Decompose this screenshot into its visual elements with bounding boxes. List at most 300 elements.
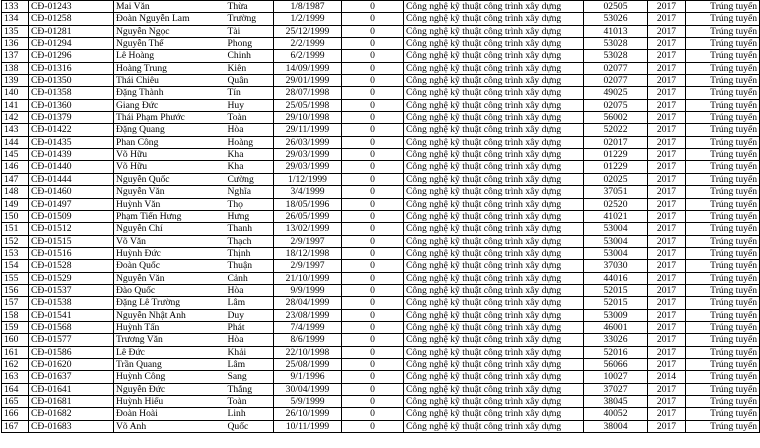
cell-row-number: 165 [2,396,29,408]
cell-birth-date: 2/9/1997 [274,260,342,272]
cell-birth-date: 7/4/1999 [274,321,342,333]
cell-major: Công nghệ kỹ thuật công trình xây dựng [404,173,584,185]
cell-family-name: Thái Phạm Phước [114,112,226,124]
cell-school-code: 52022 [584,124,648,136]
cell-candidate-code: CĐ-01281 [29,25,114,37]
cell-row-number: 152 [2,235,29,247]
table-row [2,371,760,383]
cell-result: Trúng tuyển [686,297,760,309]
cell-family-name: Nguyễn Ngọc [114,25,226,37]
cell-major: Công nghệ kỹ thuật công trình xây dựng [404,62,584,74]
cell-row-number: 138 [2,62,29,74]
cell-candidate-code: CĐ-01422 [29,124,114,136]
cell-year: 2017 [648,334,686,346]
cell-year: 2017 [648,346,686,358]
cell-candidate-code: CĐ-01681 [29,396,114,408]
cell-major: Công nghệ kỹ thuật công trình xây dựng [404,210,584,222]
cell-candidate-code: CĐ-01515 [29,235,114,247]
cell-family-name: Nguyễn Văn [114,272,226,284]
table-row [2,75,760,87]
cell-result: Trúng tuyển [686,173,760,185]
cell-family-name: Huỳnh Tấn [114,321,226,333]
cell-row-number: 140 [2,87,29,99]
cell-major: Công nghệ kỹ thuật công trình xây dựng [404,38,584,50]
cell-school-code: 02075 [584,99,648,111]
cell-result: Trúng tuyển [686,210,760,222]
admission-results-table [1,0,760,433]
cell-row-number: 133 [2,1,29,13]
cell-birth-date: 3/4/1999 [274,186,342,198]
cell-given-name: Quân [226,75,274,87]
cell-major: Công nghệ kỹ thuật công trình xây dựng [404,358,584,370]
cell-birth-date: 9/1/1996 [274,371,342,383]
cell-result: Trúng tuyển [686,13,760,25]
cell-year: 2017 [648,247,686,259]
cell-score: 0 [342,173,404,185]
cell-major: Công nghệ kỹ thuật công trình xây dựng [404,420,584,432]
cell-year: 2017 [648,50,686,62]
cell-family-name: Võ Hữu [114,149,226,161]
cell-result: Trúng tuyển [686,408,760,420]
cell-birth-date: 25/08/1999 [274,358,342,370]
table-row [2,25,760,37]
cell-family-name: Đặng Lê Trường [114,297,226,309]
cell-result: Trúng tuyển [686,223,760,235]
cell-school-code: 52016 [584,346,648,358]
cell-school-code: 53028 [584,50,648,62]
cell-birth-date: 1/2/1999 [274,13,342,25]
cell-school-code: 02505 [584,1,648,13]
cell-birth-date: 30/04/1999 [274,383,342,395]
cell-row-number: 146 [2,161,29,173]
cell-score: 0 [342,87,404,99]
cell-score: 0 [342,62,404,74]
cell-score: 0 [342,334,404,346]
cell-school-code: 56066 [584,358,648,370]
cell-year: 2017 [648,408,686,420]
cell-row-number: 137 [2,50,29,62]
cell-birth-date: 25/05/1998 [274,99,342,111]
table-row [2,260,760,272]
table-row [2,284,760,296]
table-row [2,396,760,408]
cell-family-name: Mai Văn [114,1,226,13]
cell-given-name: Thanh [226,223,274,235]
cell-row-number: 135 [2,25,29,37]
cell-family-name: Giang Đức [114,99,226,111]
cell-school-code: 41021 [584,210,648,222]
cell-given-name: Kiên [226,62,274,74]
cell-candidate-code: CĐ-01296 [29,50,114,62]
cell-birth-date: 13/02/1999 [274,223,342,235]
cell-given-name: Nghĩa [226,186,274,198]
table-row [2,38,760,50]
cell-school-code: 49025 [584,87,648,99]
table-row [2,223,760,235]
table-row [2,136,760,148]
cell-row-number: 158 [2,309,29,321]
table-row [2,358,760,370]
cell-year: 2017 [648,124,686,136]
cell-school-code: 44016 [584,272,648,284]
cell-row-number: 149 [2,198,29,210]
cell-given-name: Thịnh [226,247,274,259]
table-row [2,247,760,259]
table-row [2,112,760,124]
cell-score: 0 [342,223,404,235]
cell-score: 0 [342,198,404,210]
cell-candidate-code: CĐ-01243 [29,1,114,13]
cell-score: 0 [342,124,404,136]
cell-candidate-code: CĐ-01568 [29,321,114,333]
cell-major: Công nghệ kỹ thuật công trình xây dựng [404,1,584,13]
cell-score: 0 [342,396,404,408]
cell-given-name: Toàn [226,396,274,408]
cell-given-name: Hòa [226,284,274,296]
cell-year: 2017 [648,260,686,272]
cell-result: Trúng tuyển [686,25,760,37]
cell-family-name: Võ Anh [114,420,226,432]
cell-year: 2017 [648,161,686,173]
cell-family-name: Đặng Quang [114,124,226,136]
cell-major: Công nghệ kỹ thuật công trình xây dựng [404,223,584,235]
table-row [2,161,760,173]
cell-candidate-code: CĐ-01379 [29,112,114,124]
cell-row-number: 163 [2,371,29,383]
cell-given-name: Phong [226,38,274,50]
cell-school-code: 53026 [584,13,648,25]
cell-given-name: Cảnh [226,272,274,284]
cell-birth-date: 23/08/1999 [274,309,342,321]
cell-family-name: Võ Văn [114,235,226,247]
cell-given-name: Thọ [226,198,274,210]
cell-major: Công nghệ kỹ thuật công trình xây dựng [404,161,584,173]
cell-family-name: Phan Công [114,136,226,148]
cell-row-number: 147 [2,173,29,185]
cell-school-code: 53028 [584,38,648,50]
cell-candidate-code: CĐ-01537 [29,284,114,296]
cell-school-code: 56002 [584,112,648,124]
cell-score: 0 [342,38,404,50]
cell-row-number: 134 [2,13,29,25]
cell-result: Trúng tuyển [686,284,760,296]
cell-result: Trúng tuyển [686,260,760,272]
cell-score: 0 [342,346,404,358]
cell-given-name: Kha [226,149,274,161]
cell-year: 2017 [648,321,686,333]
table-row [2,321,760,333]
cell-major: Công nghệ kỹ thuật công trình xây dựng [404,371,584,383]
table-row [2,62,760,74]
table-row [2,173,760,185]
cell-result: Trúng tuyển [686,321,760,333]
cell-candidate-code: CĐ-01538 [29,297,114,309]
cell-year: 2017 [648,223,686,235]
cell-family-name: Đoàn Hoài [114,408,226,420]
cell-row-number: 157 [2,297,29,309]
table-row [2,13,760,25]
cell-school-code: 37030 [584,260,648,272]
cell-given-name: Hoàng [226,136,274,148]
cell-score: 0 [342,247,404,259]
table-row [2,186,760,198]
table-row [2,210,760,222]
cell-birth-date: 25/12/1999 [274,25,342,37]
cell-year: 2017 [648,383,686,395]
cell-year: 2017 [648,136,686,148]
cell-major: Công nghệ kỹ thuật công trình xây dựng [404,186,584,198]
cell-year: 2017 [648,87,686,99]
cell-major: Công nghệ kỹ thuật công trình xây dựng [404,297,584,309]
cell-row-number: 144 [2,136,29,148]
cell-result: Trúng tuyển [686,112,760,124]
cell-result: Trúng tuyển [686,149,760,161]
cell-given-name: Linh [226,408,274,420]
cell-year: 2017 [648,297,686,309]
cell-score: 0 [342,161,404,173]
cell-candidate-code: CĐ-01440 [29,161,114,173]
cell-given-name: Cường [226,173,274,185]
cell-year: 2017 [648,210,686,222]
cell-candidate-code: CĐ-01528 [29,260,114,272]
cell-school-code: 01229 [584,149,648,161]
cell-candidate-code: CĐ-01512 [29,223,114,235]
cell-birth-date: 14/09/1999 [274,62,342,74]
cell-family-name: Hoàng Trung [114,62,226,74]
cell-score: 0 [342,136,404,148]
cell-result: Trúng tuyển [686,38,760,50]
cell-school-code: 52015 [584,297,648,309]
cell-family-name: Đoàn Nguyễn Lam [114,13,226,25]
cell-candidate-code: CĐ-01460 [29,186,114,198]
cell-result: Trúng tuyển [686,136,760,148]
cell-year: 2017 [648,396,686,408]
cell-row-number: 156 [2,284,29,296]
cell-year: 2017 [648,309,686,321]
cell-candidate-code: CĐ-01641 [29,383,114,395]
table-row [2,50,760,62]
cell-year: 2017 [648,112,686,124]
table-row [2,124,760,136]
cell-birth-date: 6/2/1999 [274,50,342,62]
cell-candidate-code: CĐ-01360 [29,99,114,111]
cell-given-name: Hòa [226,334,274,346]
cell-birth-date: 28/04/1999 [274,297,342,309]
cell-major: Công nghệ kỹ thuật công trình xây dựng [404,383,584,395]
table-row [2,1,760,13]
cell-school-code: 33026 [584,334,648,346]
cell-major: Công nghệ kỹ thuật công trình xây dựng [404,136,584,148]
cell-score: 0 [342,99,404,111]
cell-candidate-code: CĐ-01577 [29,334,114,346]
cell-birth-date: 29/03/1999 [274,161,342,173]
table-row [2,149,760,161]
cell-family-name: Phạm Tiến Hưng [114,210,226,222]
cell-year: 2017 [648,420,686,432]
cell-school-code: 40052 [584,408,648,420]
cell-row-number: 153 [2,247,29,259]
cell-result: Trúng tuyển [686,124,760,136]
cell-school-code: 37027 [584,383,648,395]
cell-birth-date: 28/07/1998 [274,87,342,99]
cell-candidate-code: CĐ-01683 [29,420,114,432]
cell-major: Công nghệ kỹ thuật công trình xây dựng [404,124,584,136]
cell-birth-date: 2/2/1999 [274,38,342,50]
cell-major: Công nghệ kỹ thuật công trình xây dựng [404,112,584,124]
cell-candidate-code: CĐ-01586 [29,346,114,358]
cell-result: Trúng tuyển [686,198,760,210]
cell-birth-date: 9/9/1999 [274,284,342,296]
cell-given-name: Toàn [226,112,274,124]
cell-row-number: 148 [2,186,29,198]
cell-school-code: 02077 [584,75,648,87]
table-row [2,272,760,284]
cell-family-name: Lê Đức [114,346,226,358]
cell-score: 0 [342,408,404,420]
cell-family-name: Huỳnh Đức [114,247,226,259]
cell-given-name: Trường [226,13,274,25]
cell-candidate-code: CĐ-01541 [29,309,114,321]
cell-school-code: 41013 [584,25,648,37]
cell-year: 2017 [648,272,686,284]
cell-major: Công nghệ kỹ thuật công trình xây dựng [404,284,584,296]
cell-birth-date: 26/05/1999 [274,210,342,222]
cell-family-name: Huỳnh Hiếu [114,396,226,408]
cell-school-code: 37051 [584,186,648,198]
cell-birth-date: 18/05/1996 [274,198,342,210]
cell-year: 2017 [648,235,686,247]
cell-year: 2017 [648,186,686,198]
cell-given-name: Quốc [226,420,274,432]
cell-major: Công nghệ kỹ thuật công trình xây dựng [404,75,584,87]
table-row [2,297,760,309]
cell-score: 0 [342,272,404,284]
cell-row-number: 150 [2,210,29,222]
cell-school-code: 53004 [584,235,648,247]
cell-given-name: Hòa [226,124,274,136]
cell-family-name: Nguyễn Đức [114,383,226,395]
cell-family-name: Võ Hữu [114,161,226,173]
cell-major: Công nghệ kỹ thuật công trình xây dựng [404,321,584,333]
cell-birth-date: 29/10/1998 [274,112,342,124]
cell-major: Công nghệ kỹ thuật công trình xây dựng [404,309,584,321]
cell-given-name: Duy [226,309,274,321]
cell-score: 0 [342,25,404,37]
cell-candidate-code: CĐ-01435 [29,136,114,148]
cell-result: Trúng tuyển [686,358,760,370]
cell-result: Trúng tuyển [686,87,760,99]
cell-candidate-code: CĐ-01358 [29,87,114,99]
cell-candidate-code: CĐ-01497 [29,198,114,210]
cell-given-name: Khải [226,346,274,358]
cell-row-number: 151 [2,223,29,235]
cell-year: 2014 [648,371,686,383]
cell-year: 2017 [648,173,686,185]
cell-given-name: Tài [226,25,274,37]
table-row [2,235,760,247]
cell-result: Trúng tuyển [686,62,760,74]
cell-major: Công nghệ kỹ thuật công trình xây dựng [404,235,584,247]
cell-score: 0 [342,383,404,395]
cell-score: 0 [342,321,404,333]
cell-score: 0 [342,420,404,432]
cell-result: Trúng tuyển [686,309,760,321]
cell-year: 2017 [648,62,686,74]
cell-score: 0 [342,210,404,222]
cell-result: Trúng tuyển [686,161,760,173]
cell-major: Công nghệ kỹ thuật công trình xây dựng [404,198,584,210]
cell-school-code: 10027 [584,371,648,383]
cell-family-name: Nguyễn Văn [114,186,226,198]
cell-candidate-code: CĐ-01516 [29,247,114,259]
cell-family-name: Đoàn Quốc [114,260,226,272]
table-row [2,383,760,395]
table-row [2,309,760,321]
cell-result: Trúng tuyển [686,1,760,13]
cell-given-name: Lâm [226,358,274,370]
cell-score: 0 [342,50,404,62]
cell-score: 0 [342,235,404,247]
cell-birth-date: 2/9/1997 [274,235,342,247]
cell-major: Công nghệ kỹ thuật công trình xây dựng [404,408,584,420]
cell-score: 0 [342,358,404,370]
cell-year: 2017 [648,358,686,370]
cell-birth-date: 18/12/1998 [274,247,342,259]
cell-major: Công nghệ kỹ thuật công trình xây dựng [404,247,584,259]
table-row [2,99,760,111]
cell-row-number: 164 [2,383,29,395]
cell-result: Trúng tuyển [686,186,760,198]
cell-school-code: 02025 [584,173,648,185]
cell-school-code: 52015 [584,284,648,296]
table-row [2,408,760,420]
cell-family-name: Trương Văn [114,334,226,346]
cell-result: Trúng tuyển [686,383,760,395]
cell-year: 2017 [648,99,686,111]
cell-score: 0 [342,371,404,383]
cell-score: 0 [342,186,404,198]
cell-birth-date: 22/10/1998 [274,346,342,358]
table-row [2,198,760,210]
cell-given-name: Chinh [226,50,274,62]
cell-given-name: Kha [226,161,274,173]
cell-major: Công nghệ kỹ thuật công trình xây dựng [404,99,584,111]
cell-school-code: 38045 [584,396,648,408]
cell-row-number: 154 [2,260,29,272]
cell-row-number: 139 [2,75,29,87]
cell-candidate-code: CĐ-01620 [29,358,114,370]
table-row [2,87,760,99]
cell-year: 2017 [648,75,686,87]
cell-family-name: Lê Hoàng [114,50,226,62]
cell-family-name: Nguyễn Nhật Anh [114,309,226,321]
cell-result: Trúng tuyển [686,99,760,111]
cell-candidate-code: CĐ-01509 [29,210,114,222]
cell-family-name: Huỳnh Công [114,371,226,383]
cell-result: Trúng tuyển [686,371,760,383]
cell-school-code: 02520 [584,198,648,210]
cell-birth-date: 29/03/1999 [274,149,342,161]
cell-row-number: 136 [2,38,29,50]
cell-result: Trúng tuyển [686,235,760,247]
cell-school-code: 46001 [584,321,648,333]
cell-score: 0 [342,149,404,161]
table-body [2,1,760,433]
cell-birth-date: 21/10/1999 [274,272,342,284]
cell-school-code: 53004 [584,247,648,259]
cell-major: Công nghệ kỹ thuật công trình xây dựng [404,13,584,25]
cell-family-name: Đào Quốc [114,284,226,296]
